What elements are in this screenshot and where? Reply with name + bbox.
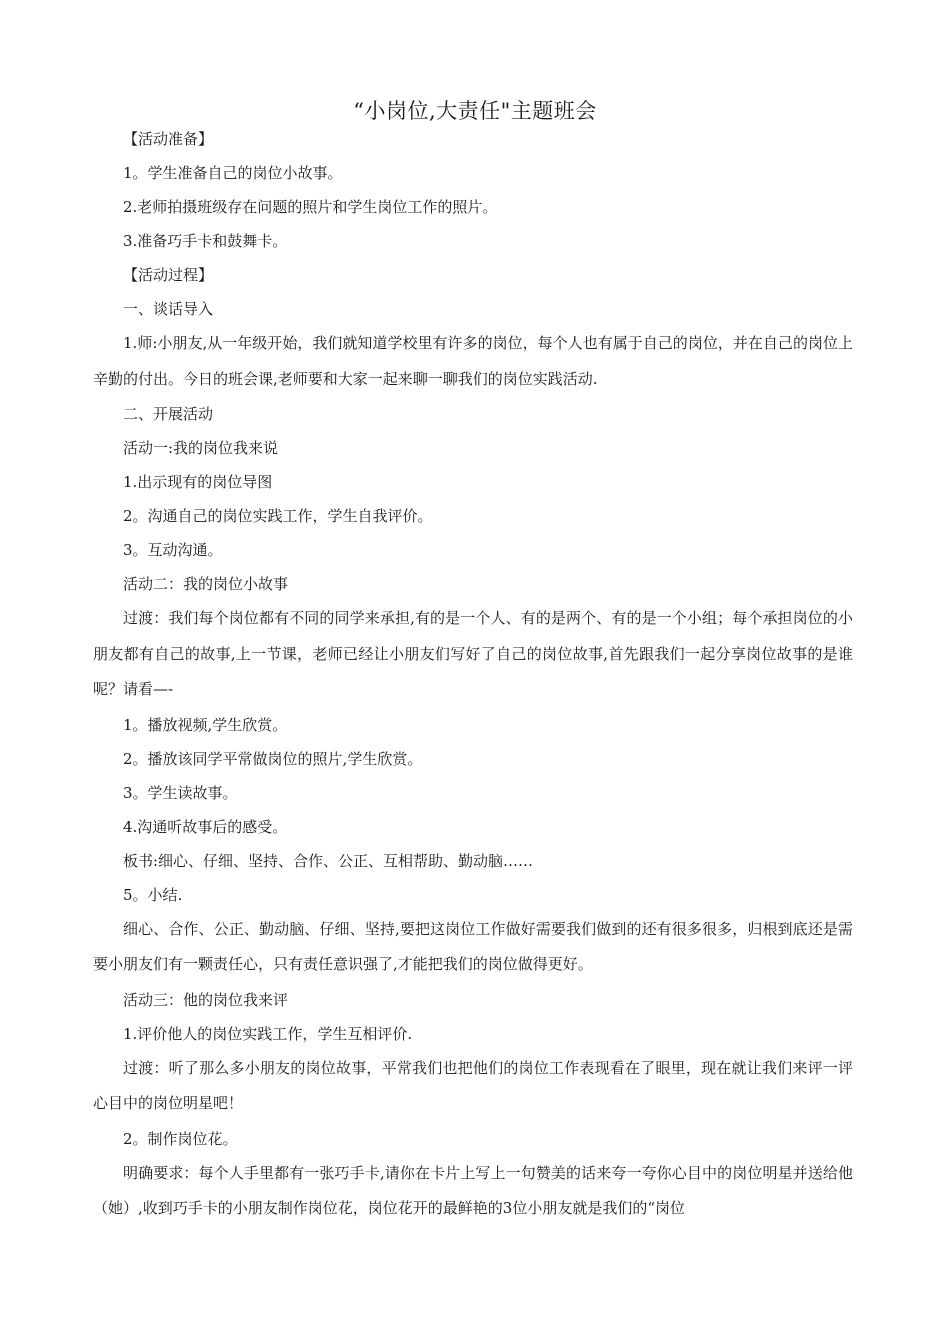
paragraph: 3。互动沟通。 (123, 541, 223, 559)
paragraph: 2.老师拍摄班级存在问题的照片和学生岗位工作的照片。 (123, 198, 498, 216)
paragraph: 过渡：听了那么多小朋友的岗位故事，平常我们也把他们的岗位工作表现看在了眼里，现在就让我们来评一评心目中的岗位明星吧！ (93, 1058, 853, 1112)
paragraph: 4.沟通听故事后的感受。 (123, 817, 288, 836)
paragraph: 1.出示现有的岗位导图 (123, 473, 273, 491)
paragraph: 过渡：我们每个岗位都有不同的同学来承担,有的是一个人、有的是两个、有的是一个小组；每个承担岗位的小朋友都有自己的故事,上一节课，老师已经让小朋友们写好了自己的岗位故事,首先跟我们一起分享岗位故事的是谁呢？请看—- (93, 609, 853, 698)
section-heading: 【活动准备】 (123, 130, 214, 148)
document-body (93, 122, 853, 1227)
paragraph: 5。小结. (123, 885, 183, 904)
paragraph: 2。播放该同学平常做岗位的照片,学生欣赏。 (123, 749, 423, 768)
paragraph: 1.评价他人的岗位实践工作，学生互相评价. (123, 1024, 413, 1043)
paragraph: 活动二：我的岗位小故事 (123, 575, 289, 593)
paragraph: 1。学生准备自己的岗位小故事。 (123, 164, 343, 182)
section-heading: 【活动过程】 (123, 266, 214, 284)
paragraph: 2。沟通自己的岗位实践工作，学生自我评价。 (123, 507, 433, 525)
paragraph: 1。播放视频,学生欣赏。 (123, 715, 288, 734)
paragraph: 活动一:我的岗位我来说 (123, 439, 279, 457)
paragraph: 一、谈话导入 (123, 300, 214, 318)
paragraph: 活动三：他的岗位我来评 (123, 990, 289, 1009)
paragraph: 二、开展活动 (123, 405, 214, 423)
paragraph: 3。学生读故事。 (123, 783, 238, 802)
paragraph: 板书:细心、仔细、坚持、合作、公正、互相帮助、勤动脑…… (123, 851, 534, 870)
paragraph: 3.准备巧手卡和鼓舞卡。 (123, 232, 288, 250)
paragraph: 明确要求：每个人手里都有一张巧手卡,请你在卡片上写上一句赞美的话来夸一夸你心目中的岗位明星并送给他（她）,收到巧手卡的小朋友制作岗位花，岗位花开的最鲜艳的3位小朋友就是我们的“岗位 (93, 1163, 853, 1217)
document-title: “小岗位,大责任"主题班会 (353, 99, 597, 123)
paragraph: 细心、合作、公正、勤动脑、仔细、坚持,要把这岗位工作做好需要我们做到的还有很多很多，归根到底还是需要小朋友们有一颗责任心，只有责任意识强了,才能把我们的岗位做得更好。 (93, 919, 853, 973)
paragraph: 2。制作岗位花。 (123, 1129, 238, 1148)
paragraph: 1.师:小朋友,从一年级开始，我们就知道学校里有许多的岗位，每个人也有属于自己的岗位，并在自己的岗位上辛勤的付出。今日的班会课,老师要和大家一起来聊一聊我们的岗位实践活动. (93, 334, 853, 388)
